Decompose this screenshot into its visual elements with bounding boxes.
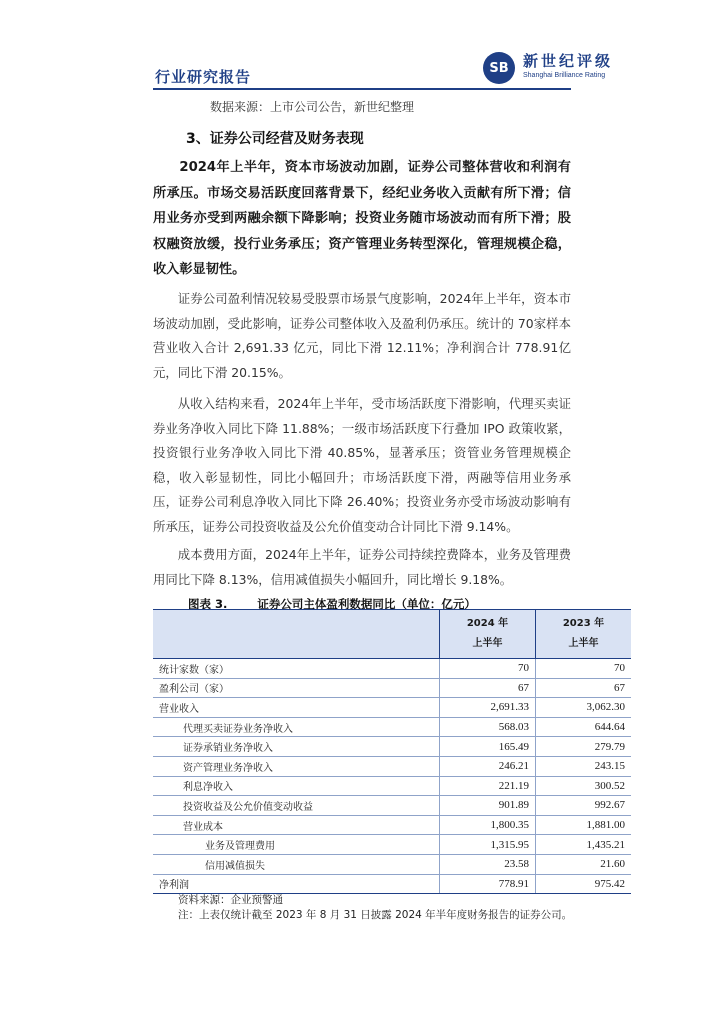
table-footnote: 注：上表仅统计截至 2023 年 8 月 31 日披露 2024 年半年度财务报告的证券公司。 (178, 909, 573, 921)
row-value-2024: 67 (440, 678, 536, 698)
table-row (153, 737, 631, 757)
profit-table (153, 609, 631, 894)
table-header-2023: 2023 年 上半年 (536, 610, 632, 659)
summary-paragraph: 2024年上半年，资本市场波动加剧，证券公司整体营收和利润有所承压。市场交易活跃度回落背景下，经纪业务收入贡献有所下滑；信用业务亦受到两融余额下降影响；投资业务随市场波动而有所下滑；股权融资放缓，投行业务承压；资产管理业务转型深化，管理规模企稳，收入彰显韧性。 (153, 160, 571, 277)
row-label: 营业成本 (153, 815, 440, 835)
row-value-2023: 279.79 (536, 737, 632, 757)
table-header-label (153, 610, 440, 659)
row-value-2024: 2,691.33 (440, 698, 536, 718)
row-value-2024: 1,800.35 (440, 815, 536, 835)
figure-label: 图表 3. (188, 597, 228, 611)
header-title: 行业研究报告 (155, 68, 252, 86)
section-heading: 3、证券公司经营及财务表现 (186, 131, 364, 147)
row-label: 利息净收入 (153, 776, 440, 796)
row-value-2024: 70 (440, 659, 536, 679)
table-row (153, 874, 631, 894)
row-value-2023: 300.52 (536, 776, 632, 796)
row-value-2024: 778.91 (440, 874, 536, 894)
logo-english-name: Shanghai Brilliance Rating (523, 72, 606, 79)
source-note-top: 数据来源：上市公司公告，新世纪整理 (210, 100, 415, 114)
table-row (153, 698, 631, 718)
table-row (153, 854, 631, 874)
row-value-2023: 975.42 (536, 874, 632, 894)
row-label: 资产管理业务净收入 (153, 756, 440, 776)
row-value-2024: 1,315.95 (440, 835, 536, 855)
row-label: 代理买卖证券业务净收入 (153, 717, 440, 737)
row-value-2023: 644.64 (536, 717, 632, 737)
row-value-2023: 243.15 (536, 756, 632, 776)
table-row (153, 659, 631, 679)
cost-paragraph: 成本费用方面，2024年上半年，证券公司持续控费降本，业务及管理费用同比下降 8.13%，信用减值损失小幅回升，同比增长 9.18%。 (153, 547, 571, 587)
row-value-2023: 67 (536, 678, 632, 698)
row-label: 营业收入 (153, 698, 440, 718)
row-value-2024: 901.89 (440, 796, 536, 816)
row-value-2024: 568.03 (440, 717, 536, 737)
row-value-2023: 70 (536, 659, 632, 679)
row-label: 业务及管理费用 (153, 835, 440, 855)
table-row (153, 756, 631, 776)
table-header-2024: 2024 年 上半年 (440, 610, 536, 659)
logo-chinese-name: 新世纪评级 (523, 52, 614, 70)
row-value-2023: 1,435.21 (536, 835, 632, 855)
row-label: 净利润 (153, 874, 440, 894)
row-value-2024: 246.21 (440, 756, 536, 776)
table-notes (178, 893, 572, 923)
logo (483, 52, 623, 88)
table-row (153, 776, 631, 796)
table-source: 资料来源：企业预警通 (178, 894, 283, 906)
logo-badge-icon: SB (483, 52, 515, 84)
profit-paragraph: 证券公司盈利情况较易受股票市场景气度影响，2024年上半年，资本市场波动加剧，受此影响，证券公司整体收入及盈利仍承压。统计的 70家样本营业收入合计 2,691.33 亿元，同比下滑 12.11%；净利润合计 778.91亿元，同比下滑 20.15%。 (153, 291, 571, 380)
row-value-2023: 992.67 (536, 796, 632, 816)
row-value-2024: 221.19 (440, 776, 536, 796)
table-row (153, 835, 631, 855)
row-label: 投资收益及公允价值变动收益 (153, 796, 440, 816)
table-row (153, 717, 631, 737)
row-label: 证券承销业务净收入 (153, 737, 440, 757)
table-row (153, 678, 631, 698)
row-value-2024: 165.49 (440, 737, 536, 757)
row-label: 盈利公司（家） (153, 678, 440, 698)
figure-caption: 证券公司主体盈利数据同比（单位：亿元） (257, 597, 476, 611)
header-rule (153, 88, 571, 90)
revenue-structure-paragraph: 从收入结构来看，2024年上半年，受市场活跃度下滑影响，代理买卖证券业务净收入同比下降 11.88%；一级市场活跃度下行叠加 IPO 政策收紧，投资银行业务净收入同比下滑 40.85%，显著承压；资管业务管理规模企稳，收入彰显韧性，同比小幅回升；市场活跃度下滑，两融等信用业务承压，证券公司利息净收入同比下降 26.40%；投资业务亦受市场波动影响有所承压，证券公司投资收益及公允价值变动合计同比下滑 9.14%。 (153, 396, 571, 534)
row-label: 统计家数（家） (153, 659, 440, 679)
row-value-2023: 1,881.00 (536, 815, 632, 835)
row-value-2023: 21.60 (536, 854, 632, 874)
row-label: 信用减值损失 (153, 854, 440, 874)
table-header-row (153, 610, 631, 659)
row-value-2024: 23.58 (440, 854, 536, 874)
row-value-2023: 3,062.30 (536, 698, 632, 718)
table-row (153, 815, 631, 835)
table-row (153, 796, 631, 816)
